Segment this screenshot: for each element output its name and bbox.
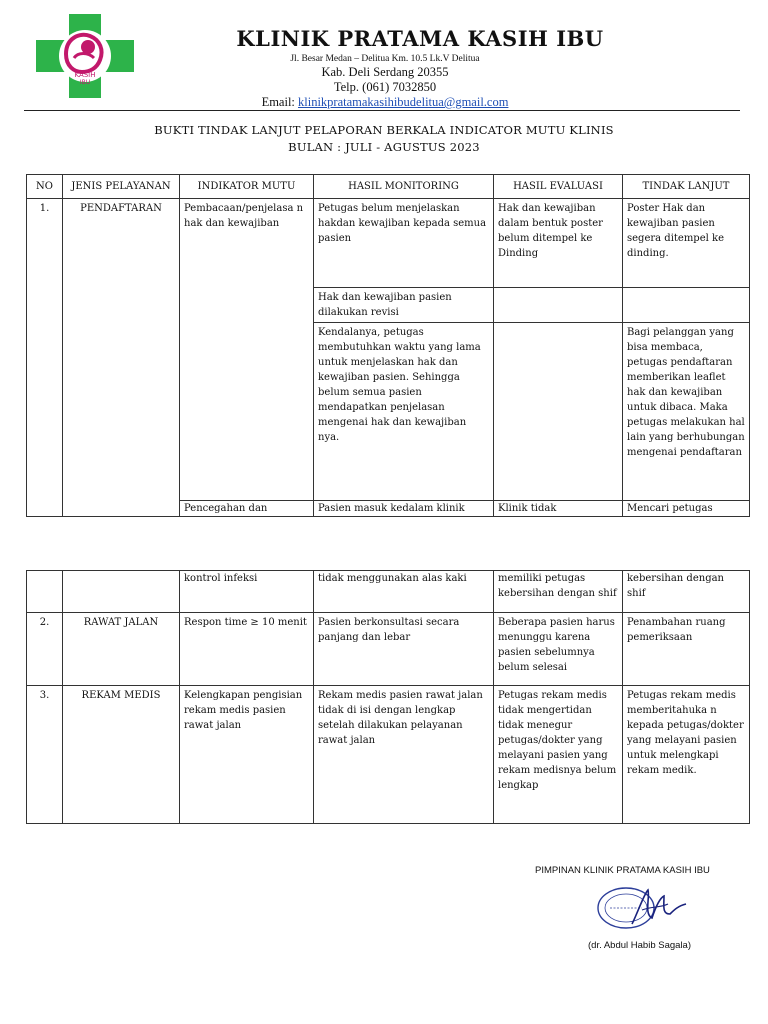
quality-indicator: Respon time ≥ 10 menit — [180, 613, 314, 686]
service-type: PENDAFTARAN — [63, 199, 180, 517]
service-type: REKAM MEDIS — [63, 686, 180, 824]
quality-indicator: kontrol infeksi — [180, 571, 314, 613]
service-type: RAWAT JALAN — [63, 613, 180, 686]
header-no: NO — [27, 175, 63, 199]
evaluation-result: Petugas rekam medis tidak mengertidan tidak menegur petugas/dokter yang melayani pasien yang rekam medisnya belum lengkap — [494, 686, 623, 824]
quality-indicator-table — [26, 174, 750, 517]
header-evaluation: HASIL EVALUASI — [494, 175, 623, 199]
follow-up-action: Petugas rekam medis memberitahuka n kepada petugas/dokter yang melayani pasien untuk melengkapi rekam medik. — [623, 686, 750, 824]
signatory-name: (dr. Abdul Habib Sagala) — [588, 940, 691, 951]
header-indicator: INDIKATOR MUTU — [180, 175, 314, 199]
evaluation-result — [494, 288, 623, 323]
service-type — [63, 571, 180, 613]
evaluation-result: Klinik tidak — [494, 501, 623, 517]
clinic-city: Kab. Deli Serdang 20355 — [321, 65, 449, 79]
row-number: 3. — [27, 686, 63, 824]
quality-indicator: Pencegahan dan — [180, 501, 314, 517]
clinic-logo-icon — [36, 14, 134, 98]
table-row — [27, 199, 750, 288]
follow-up-action: Penambahan ruang pemeriksaan — [623, 613, 750, 686]
monitoring-result: Rekam medis pasien rawat jalan tidak di isi dengan lengkap setelah dilakukan pelayanan rawat jalan — [314, 686, 494, 824]
email-label: Email: — [261, 95, 299, 109]
row-number — [27, 571, 63, 613]
quality-indicator-table-continued — [26, 570, 750, 824]
quality-indicator: Kelengkapan pengisian rekam medis pasien rawat jalan — [180, 686, 314, 824]
header-monitoring: HASIL MONITORING — [314, 175, 494, 199]
table-row — [27, 686, 750, 824]
monitoring-result: Hak dan kewajiban pasien dilakukan revisi — [314, 288, 494, 323]
evaluation-result: Hak dan kewajiban dalam bentuk poster belum ditempel ke Dinding — [494, 199, 623, 288]
row-number: 1. — [27, 199, 63, 517]
letterhead-divider — [24, 110, 740, 111]
evaluation-result — [494, 323, 623, 501]
row-number: 2. — [27, 613, 63, 686]
monitoring-result: Pasien berkonsultasi secara panjang dan lebar — [314, 613, 494, 686]
quality-indicator: Pembacaan/penjelasa n hak dan kewajiban — [180, 199, 314, 501]
follow-up-action: kebersihan dengan shif — [623, 571, 750, 613]
clinic-address: Jl. Besar Medan – Delitua Km. 10.5 Lk.V Delitua — [290, 54, 480, 64]
follow-up-action — [623, 288, 750, 323]
report-title: BUKTI TINDAK LANJUT PELAPORAN BERKALA INDICATOR MUTU KLINIS — [154, 123, 614, 137]
clinic-phone: Telp. (061) 7032850 — [333, 80, 437, 94]
signatory-title: PIMPINAN KLINIK PRATAMA KASIH IBU — [535, 865, 710, 876]
header-follow-up: TINDAK LANJUT — [623, 175, 750, 199]
monitoring-result: tidak menggunakan alas kaki — [314, 571, 494, 613]
clinic-stamp-signature-icon — [586, 884, 696, 932]
monitoring-result: Petugas belum menjelaskan hakdan kewajiban kepada semua pasien — [314, 199, 494, 288]
evaluation-result: memiliki petugas kebersihan dengan shif — [494, 571, 623, 613]
table-row — [27, 613, 750, 686]
table-header-row — [27, 175, 750, 199]
monitoring-result: Pasien masuk kedalam klinik — [314, 501, 494, 517]
follow-up-action: Bagi pelanggan yang bisa membaca, petugas pendaftaran memberikan leaflet hak dan kewajiban untuk dibaca. Maka petugas melakukan hal lain yang berhubungan mengenai pendaftaran — [623, 323, 750, 501]
header-service: JENIS PELAYANAN — [63, 175, 180, 199]
logo-text-line1: KASIH — [74, 71, 96, 79]
evaluation-result: Beberapa pasien harus menunggu karena pasien sebelumnya belum selesai — [494, 613, 623, 686]
follow-up-action: Poster Hak dan kewajiban pasien segera ditempel ke dinding. — [623, 199, 750, 288]
report-period: BULAN : JULI - AGUSTUS 2023 — [288, 140, 480, 154]
logo-text-line2: IBU — [79, 79, 91, 86]
follow-up-action: Mencari petugas — [623, 501, 750, 517]
monitoring-result: Kendalanya, petugas membutuhkan waktu yang lama untuk menjelaskan hak dan kewajiban pasien. Sehingga belum semua pasien mendapatkan penjelasan mengenai hak dan kewajiban nya. — [314, 323, 494, 501]
clinic-name: KLINIK PRATAMA KASIH IBU — [236, 26, 604, 51]
table-row-split-bottom — [27, 571, 750, 613]
email-link[interactable]: klinikpratamakasihibudelitua@gmail.com — [298, 95, 509, 109]
clinic-email-line — [200, 95, 570, 110]
